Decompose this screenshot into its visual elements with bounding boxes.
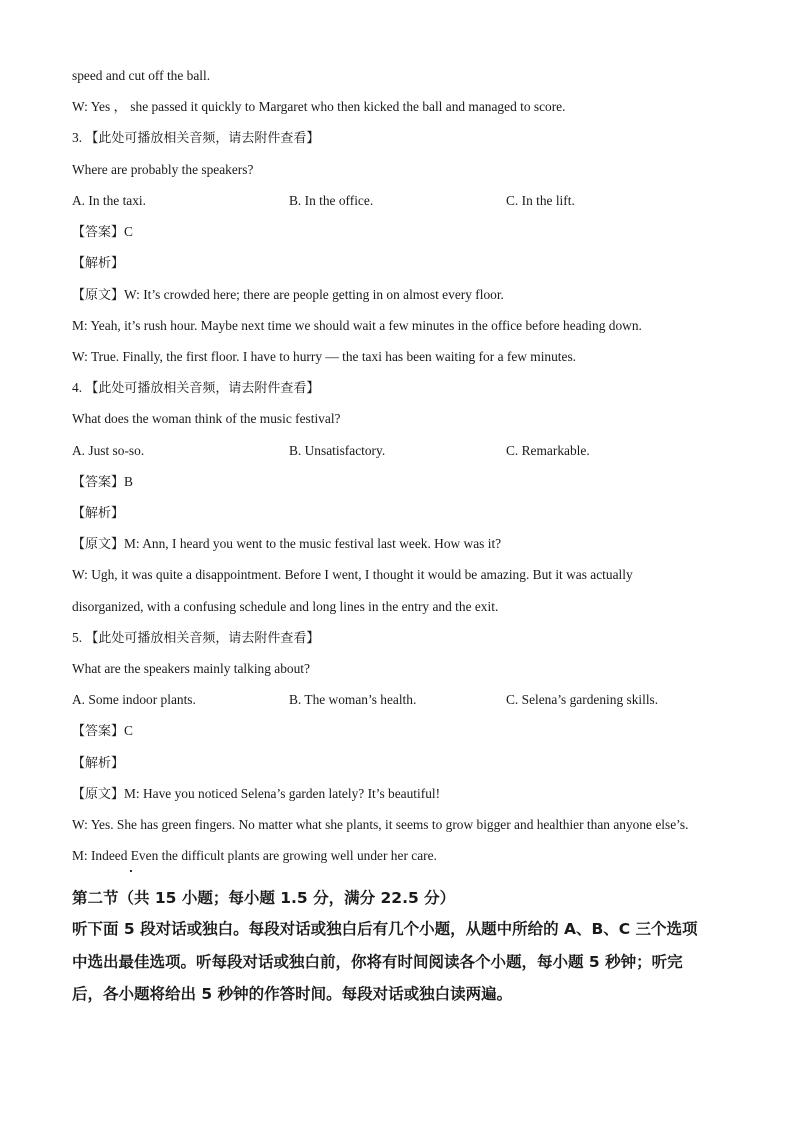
transcript-line: W: Ugh, it was quite a disappointment. Before I went, I thought it would be amazing. But it was actually: [72, 567, 633, 582]
answer-tag: 【答案】: [72, 724, 125, 739]
question-number: 4.: [72, 380, 83, 395]
transcript-line: [72, 785, 734, 804]
analysis-tag: [72, 504, 734, 523]
answer-tag: 【答案】: [72, 225, 125, 240]
answer-line: [72, 722, 734, 741]
section-instructions-line: 中选出最佳选项。听每段对话或独白前，你将有时间阅读各个小题，每小题 5 秒钟；听完: [72, 953, 683, 971]
transcript-line: disorganized, with a confusing schedule and long lines in the entry and the exit.: [72, 599, 499, 614]
option-a: A. Some indoor plants.: [72, 692, 196, 707]
option-b: B. The woman’s health.: [289, 692, 417, 707]
transcript-line: [72, 286, 734, 305]
audio-placeholder-tag: 【此处可播放相关音频，请去附件查看】: [85, 381, 320, 396]
transcript-tag: 【原文】: [72, 288, 125, 303]
answer-value: C: [124, 723, 133, 738]
text-line: W: Yes ， she passed it quickly to Margaret who then kicked the ball and managed to score.: [72, 99, 566, 114]
analysis-label: 【解析】: [72, 506, 125, 521]
transcript-line: M: Indeed Even the difficult plants are growing well under her care.: [72, 848, 437, 863]
stray-dot: [130, 870, 132, 872]
analysis-tag: [72, 754, 734, 773]
answer-line: [72, 473, 734, 492]
question-number: 3.: [72, 130, 83, 145]
answer-tag: 【答案】: [72, 475, 125, 490]
answer-value: C: [124, 224, 133, 239]
analysis-label: 【解析】: [72, 756, 125, 771]
option-a: A. In the taxi.: [72, 193, 147, 208]
option-b: B. In the office.: [289, 193, 374, 208]
question-4-text: What does the woman think of the music festival?: [72, 411, 341, 426]
transcript-line: W: True. Finally, the first floor. I have to hurry — the taxi has been waiting for a few minutes.: [72, 349, 577, 364]
transcript-tag: 【原文】: [72, 537, 125, 552]
transcript-line: W: Yes. She has green fingers. No matter what she plants, it seems to grow bigger and healthier than anyone else’s.: [72, 817, 689, 832]
text-line: speed and cut off the ball.: [72, 68, 211, 83]
answer-value: B: [124, 474, 133, 489]
transcript-line: [72, 535, 734, 554]
question-4-header: [72, 379, 734, 398]
transcript-text: M: Ann, I heard you went to the music festival last week. How was it?: [124, 536, 502, 551]
transcript-text: W: It’s crowded here; there are people getting in on almost every floor.: [124, 287, 504, 302]
answer-line: [72, 223, 734, 242]
option-b: B. Unsatisfactory.: [289, 443, 386, 458]
section-title: 第二节（共 15 小题；每小题 1.5 分，满分 22.5 分）: [72, 889, 456, 907]
section-instructions-line: 后，各小题将给出 5 秒钟的作答时间。每段对话或独白读两遍。: [72, 985, 513, 1003]
analysis-tag: [72, 254, 734, 273]
question-3-text: Where are probably the speakers?: [72, 162, 254, 177]
option-c: C. In the lift.: [506, 193, 575, 208]
analysis-label: 【解析】: [72, 256, 125, 271]
option-a: A. Just so-so.: [72, 443, 145, 458]
question-3-header: [72, 129, 734, 148]
transcript-text: M: Have you noticed Selena’s garden lately? It’s beautiful!: [124, 786, 441, 801]
transcript-line: M: Yeah, it’s rush hour. Maybe next time we should wait a few minutes in the office before heading down.: [72, 318, 642, 333]
option-c: C. Remarkable.: [506, 443, 590, 458]
question-5-header: [72, 629, 734, 648]
audio-placeholder-tag: 【此处可播放相关音频，请去附件查看】: [85, 131, 320, 146]
audio-placeholder-tag: 【此处可播放相关音频，请去附件查看】: [85, 631, 320, 646]
question-number: 5.: [72, 630, 83, 645]
option-c: C. Selena’s gardening skills.: [506, 692, 659, 707]
transcript-tag: 【原文】: [72, 787, 125, 802]
question-5-text: What are the speakers mainly talking about?: [72, 661, 310, 676]
section-instructions-line: 听下面 5 段对话或独白。每段对话或独白后有几个小题，从题中所给的 A、B、C 三个选项: [72, 920, 698, 938]
